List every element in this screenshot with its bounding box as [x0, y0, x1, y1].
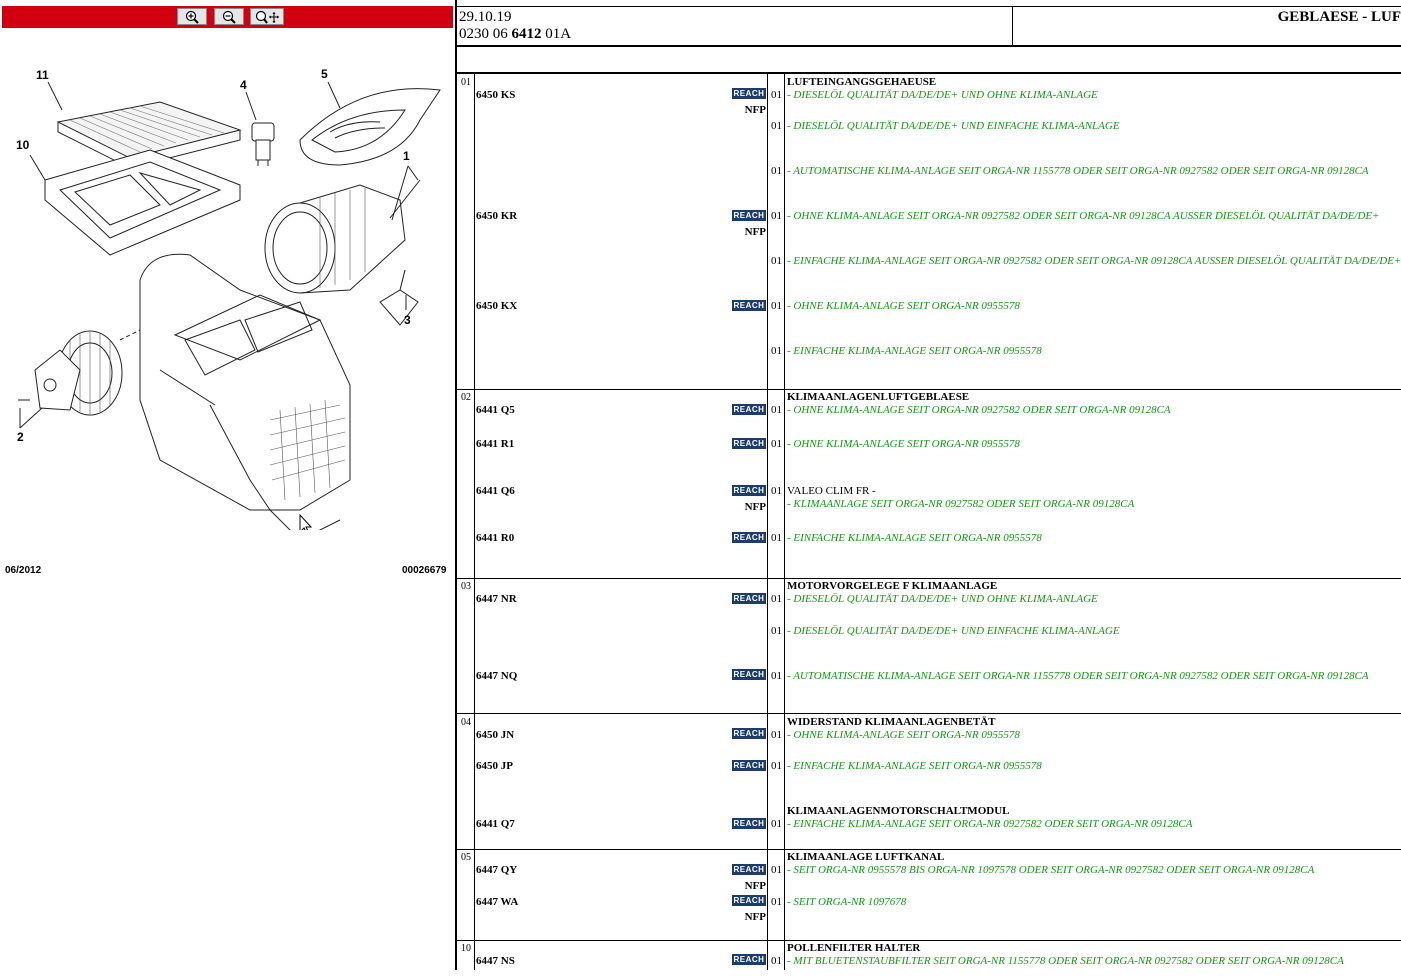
reach-badge[interactable]: REACH: [733, 486, 765, 495]
part-condition: - SEIT ORGA-NR 0955578 BIS ORGA-NR 1097578 ODER SEIT ORGA-NR 0927582 ODER SEIT ORGA-NR 09128CA: [787, 864, 1315, 876]
quantity: 01: [771, 255, 782, 267]
part-condition: - EINFACHE KLIMA-ANLAGE SEIT ORGA-NR 0927582 ODER SEIT ORGA-NR 09128CA AUSSER DIESELÖL QUALITÄT DA/DE/DE+: [787, 255, 1401, 267]
nfp-label: NFP: [744, 880, 766, 892]
quantity: 01: [771, 165, 782, 177]
section-rule: [457, 578, 1401, 579]
part-condition: - MIT BLUETENSTAUBFILTER SEIT ORGA-NR 1155778 ODER SEIT ORGA-NR 0927582 ODER SEIT ORGA-NR 09128CA: [787, 955, 1344, 967]
part-number[interactable]: 6447 NR: [476, 593, 517, 605]
nfp-label: NFP: [744, 911, 766, 923]
column-rule: [784, 74, 785, 970]
part-number[interactable]: 6447 NS: [476, 955, 515, 967]
page-title: GEBLAESE - LUF: [1277, 9, 1401, 25]
quantity: 01: [771, 896, 782, 908]
callout-3: 3: [404, 313, 411, 327]
nfp-label: NFP: [744, 226, 766, 238]
column-rule: [767, 74, 768, 970]
section-number: 10: [461, 943, 471, 954]
blower-ring-drawing: [265, 180, 420, 293]
part-title: KLIMAANLAGE LUFTKANAL: [787, 851, 945, 863]
heater-box-drawing: [140, 254, 350, 530]
callout-4: 4: [240, 78, 247, 92]
part-number[interactable]: 6441 Q5: [476, 404, 515, 416]
callout-1: 1: [403, 149, 410, 163]
quantity: 01: [771, 593, 782, 605]
quantity: 01: [771, 729, 782, 741]
section-number: 01: [461, 77, 471, 88]
part-condition: - OHNE KLIMA-ANLAGE SEIT ORGA-NR 0955578: [787, 438, 1020, 450]
zoom-out-button[interactable]: [214, 8, 244, 25]
reach-badge[interactable]: REACH: [733, 301, 765, 310]
quantity: 01: [771, 818, 782, 830]
reach-badge[interactable]: REACH: [733, 955, 765, 964]
callout-11: 11: [36, 68, 49, 82]
quantity: 01: [771, 404, 782, 416]
part-number[interactable]: 6441 R1: [476, 438, 515, 450]
part-condition: - OHNE KLIMA-ANLAGE SEIT ORGA-NR 0927582 ODER SEIT ORGA-NR 09128CA AUSSER DIESELÖL QUALITÄT DA/DE/DE+: [787, 210, 1380, 222]
part-title: KLIMAANLAGENLUFTGEBLAESE: [787, 391, 970, 403]
reach-badge[interactable]: REACH: [733, 670, 765, 679]
zoom-in-icon: [183, 10, 201, 24]
section-rule: [457, 940, 1401, 941]
diagram-date: 06/2012: [5, 565, 42, 576]
air-inlet-housing-drawing: [300, 89, 440, 165]
part-number[interactable]: 6447 QY: [476, 864, 518, 876]
reach-badge[interactable]: REACH: [733, 865, 765, 874]
part-number[interactable]: 6447 WA: [476, 896, 519, 908]
quantity: 01: [771, 438, 782, 450]
column-rule: [474, 74, 475, 970]
exploded-parts-diagram: [0, 40, 455, 530]
section-number: 04: [461, 717, 471, 728]
reach-badge[interactable]: REACH: [733, 896, 765, 905]
quantity: 01: [771, 670, 782, 682]
quantity: 01: [771, 760, 782, 772]
nfp-label: NFP: [744, 104, 766, 116]
header-separator: [1012, 7, 1013, 45]
filter-holder-drawing: [45, 150, 240, 255]
section-rule: [457, 713, 1401, 714]
reach-badge[interactable]: REACH: [733, 594, 765, 603]
quantity: 01: [771, 864, 782, 876]
supplier-label: VALEO CLIM FR -: [787, 485, 876, 497]
quantity: 01: [771, 300, 782, 312]
mouse-cursor-icon: [300, 515, 311, 530]
part-number[interactable]: 6441 Q6: [476, 485, 515, 497]
part-number[interactable]: 6441 R0: [476, 532, 515, 544]
part-number[interactable]: 6450 KS: [476, 89, 516, 101]
part-condition: - OHNE KLIMA-ANLAGE SEIT ORGA-NR 0955578: [787, 300, 1020, 312]
quantity: 01: [771, 485, 782, 497]
diagram-number: 00026679: [402, 565, 447, 576]
section-number: 03: [461, 581, 471, 592]
module-drawing: [380, 270, 418, 325]
zoom-fit-button[interactable]: [250, 8, 284, 25]
section-number: 05: [461, 852, 471, 863]
part-condition: - KLIMAANLAGE SEIT ORGA-NR 0927582 ODER SEIT ORGA-NR 09128CA: [787, 498, 1135, 510]
zoom-out-icon: [220, 10, 238, 24]
callout-2: 2: [17, 430, 24, 444]
quantity: 01: [771, 955, 782, 967]
part-condition: - EINFACHE KLIMA-ANLAGE SEIT ORGA-NR 0955578: [787, 345, 1042, 357]
reach-badge[interactable]: REACH: [733, 89, 765, 98]
part-condition: - SEIT ORGA-NR 1097678: [787, 896, 907, 908]
part-condition: - EINFACHE KLIMA-ANLAGE SEIT ORGA-NR 0955578: [787, 532, 1042, 544]
section-rule: [457, 849, 1401, 850]
blower-motor-drawing: [18, 330, 140, 415]
part-condition: - EINFACHE KLIMA-ANLAGE SEIT ORGA-NR 0955578: [787, 760, 1042, 772]
section-number: 02: [461, 392, 471, 403]
nfp-label: NFP: [744, 501, 766, 513]
zoom-in-button[interactable]: [177, 8, 207, 25]
reach-badge[interactable]: REACH: [733, 533, 765, 542]
quantity: 01: [771, 625, 782, 637]
part-number[interactable]: 6441 Q7: [476, 818, 515, 830]
header-code: 0230 06 6412 01A: [459, 26, 572, 42]
part-title: MOTORVORGELEGE F KLIMAANLAGE: [787, 580, 998, 592]
quantity: 01: [771, 532, 782, 544]
part-number[interactable]: 6450 JN: [476, 729, 515, 741]
part-condition: - OHNE KLIMA-ANLAGE SEIT ORGA-NR 0955578: [787, 729, 1020, 741]
zoom-fit-icon: [254, 10, 280, 24]
part-condition: - DIESELÖL QUALITÄT DA/DE/DE+ UND EINFACHE KLIMA-ANLAGE: [787, 120, 1120, 132]
section-rule: [457, 389, 1401, 390]
part-condition: - EINFACHE KLIMA-ANLAGE SEIT ORGA-NR 0927582 ODER SEIT ORGA-NR 09128CA: [787, 818, 1193, 830]
callout-10: 10: [16, 138, 30, 152]
part-title: KLIMAANLAGENMOTORSCHALTMODUL: [787, 805, 1010, 817]
part-number[interactable]: 6450 KX: [476, 300, 518, 312]
reach-badge[interactable]: REACH: [733, 211, 765, 220]
header-date: 29.10.19: [459, 9, 512, 25]
quantity: 01: [771, 210, 782, 222]
reach-badge[interactable]: REACH: [733, 439, 765, 448]
quantity: 01: [771, 120, 782, 132]
reach-badge[interactable]: REACH: [733, 729, 765, 738]
part-number[interactable]: 6450 JP: [476, 760, 513, 772]
part-title: POLLENFILTER HALTER: [787, 942, 921, 954]
part-number[interactable]: 6447 NQ: [476, 670, 518, 682]
page-header: [457, 6, 1401, 47]
part-condition: - AUTOMATISCHE KLIMA-ANLAGE SEIT ORGA-NR 1155778 ODER SEIT ORGA-NR 0927582 ODER SEIT ORGA-NR 09128CA: [787, 670, 1369, 682]
callout-5: 5: [321, 67, 328, 81]
reach-badge[interactable]: REACH: [733, 761, 765, 770]
zoom-toolbar: [2, 6, 453, 28]
quantity: 01: [771, 89, 782, 101]
reach-badge[interactable]: REACH: [733, 819, 765, 828]
part-condition: - AUTOMATISCHE KLIMA-ANLAGE SEIT ORGA-NR 1155778 ODER SEIT ORGA-NR 0927582 ODER SEIT ORGA-NR 09128CA: [787, 165, 1369, 177]
quantity: 01: [771, 345, 782, 357]
part-number[interactable]: 6450 KR: [476, 210, 518, 222]
part-condition: - DIESELÖL QUALITÄT DA/DE/DE+ UND OHNE KLIMA-ANLAGE: [787, 89, 1098, 101]
part-condition: - OHNE KLIMA-ANLAGE SEIT ORGA-NR 0927582 ODER SEIT ORGA-NR 09128CA: [787, 404, 1171, 416]
reach-badge[interactable]: REACH: [733, 405, 765, 414]
table-top-rule: [457, 72, 1401, 74]
part-title: WIDERSTAND KLIMAANLAGENBETÄT: [787, 716, 996, 728]
part-condition: - DIESELÖL QUALITÄT DA/DE/DE+ UND EINFACHE KLIMA-ANLAGE: [787, 625, 1120, 637]
panel-divider: [455, 0, 457, 970]
sensor-drawing: [252, 123, 274, 166]
part-condition: - DIESELÖL QUALITÄT DA/DE/DE+ UND OHNE KLIMA-ANLAGE: [787, 593, 1098, 605]
part-title: LUFTEINGANGSGEHAEUSE: [787, 76, 937, 88]
